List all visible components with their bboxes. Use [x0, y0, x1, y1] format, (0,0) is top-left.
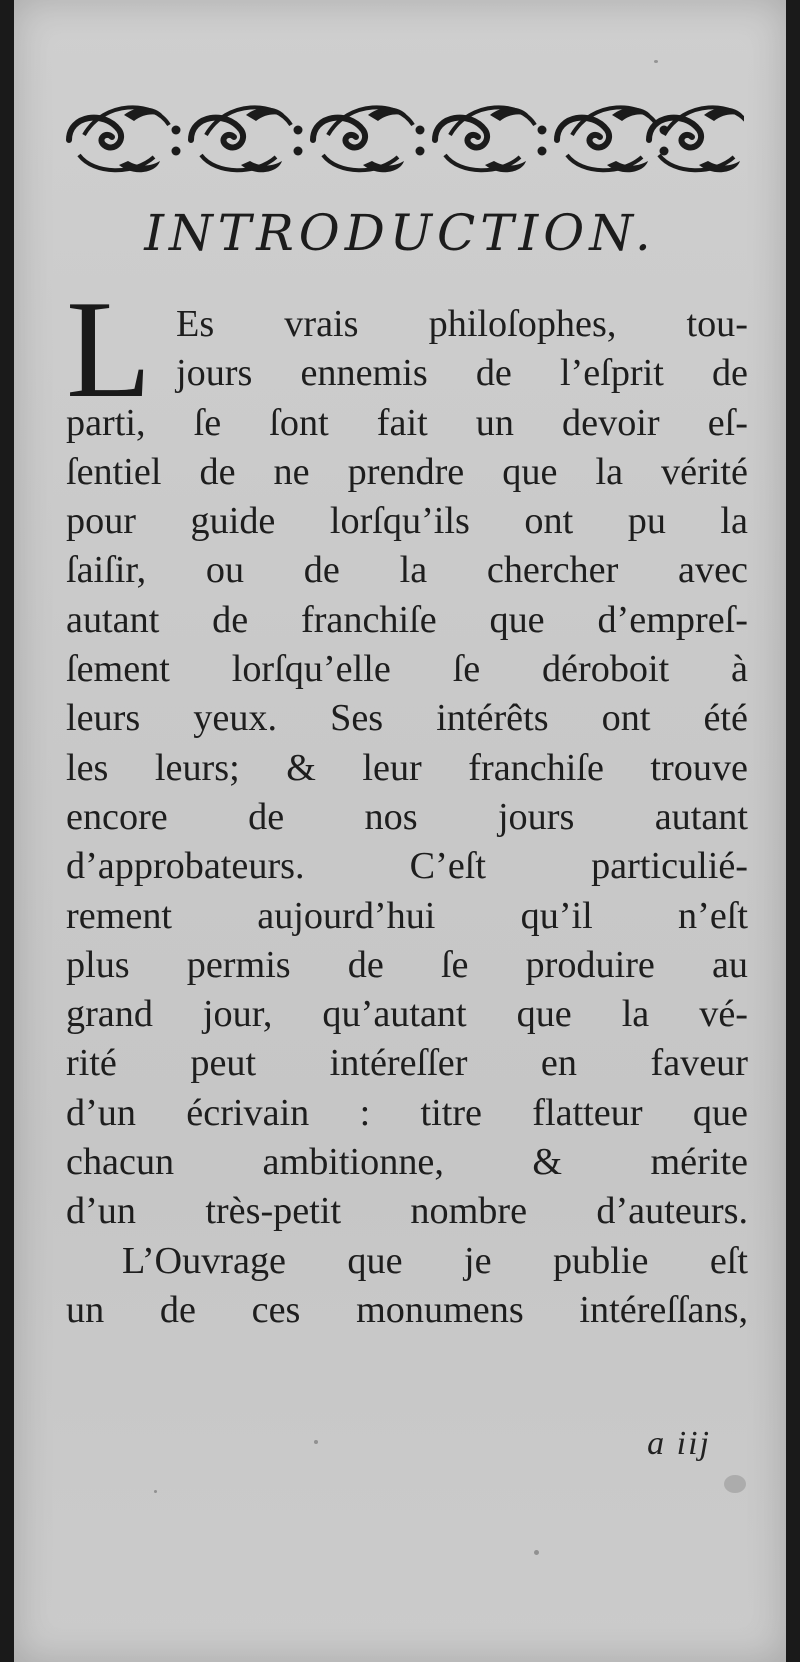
text-line: d’approbateurs. C’eſt particulié-	[66, 845, 748, 888]
text-line: pour guide lorſqu’ils ont pu la	[66, 500, 748, 543]
text-line: grand jour, qu’autant que la vé-	[66, 993, 748, 1036]
signature-mark: a iij	[647, 1425, 711, 1462]
text-line: rité peut intéreſſer en faveur	[66, 1042, 748, 1085]
text-line: d’un très-petit nombre d’auteurs.	[66, 1190, 748, 1233]
text-line: ſentiel de ne prendre que la vérité	[66, 450, 748, 493]
section-heading: INTRODUCTION.	[144, 204, 656, 262]
text-line: d’un écrivain : titre flatteur que	[66, 1091, 748, 1134]
text-line: plus permis de ſe produire au	[66, 943, 748, 986]
book-page	[14, 0, 786, 1662]
text-line: Es vrais philoſophes, tou-	[176, 303, 748, 345]
text-line: chacun ambitionne, & mérite	[66, 1141, 748, 1184]
text-line: encore de nos jours autant	[66, 795, 748, 838]
text-line: les leurs; & leur franchiſe trouve	[66, 746, 748, 789]
text-line: ſaiſir, ou de la chercher avec	[66, 549, 748, 592]
text-line: jours ennemis de l’eſprit de	[176, 352, 748, 395]
body-text	[66, 300, 748, 1335]
drop-cap-letter: L	[66, 300, 152, 408]
text-line: rement aujourd’hui qu’il n’eſt	[66, 894, 748, 937]
text-line: L’Ouvrage que je publie eſt	[122, 1239, 748, 1282]
text-line: parti, ſe ſont fait un devoir eſ-	[66, 401, 748, 444]
text-line: leurs yeux. Ses intérêts ont été	[66, 697, 748, 740]
text-line: un de ces monumens intéreſſans,	[66, 1288, 748, 1331]
text-line: autant de franchiſe que d’empreſ-	[66, 598, 748, 641]
decorative-ornament-band	[64, 95, 744, 185]
text-line: ſement lorſqu’elle ſe déroboit à	[66, 648, 748, 691]
